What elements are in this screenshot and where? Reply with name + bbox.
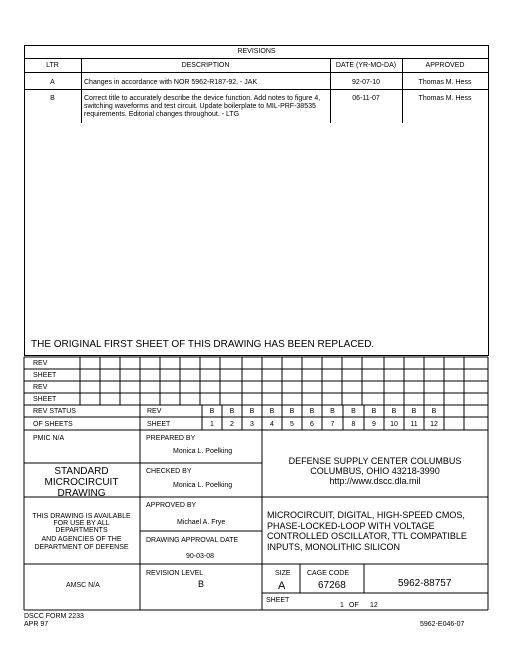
revision-approver: Thomas M. Hess <box>418 95 472 102</box>
sheet-label: SHEET <box>147 421 171 428</box>
revision-description-line: Correct title to accurately describe the device function. Add notes to figure 4, <box>84 95 321 102</box>
approved-by-label: APPROVED BY <box>146 502 197 509</box>
form-date: APR 97 <box>24 621 49 628</box>
rev-status-cell: B <box>309 408 315 415</box>
rev-status-cell: B <box>330 408 335 415</box>
approval-date: 90-03-08 <box>186 553 215 560</box>
rev-status-cell: B <box>411 408 417 415</box>
amsc: AMSC N/A <box>66 582 100 589</box>
sheet-number-cell: 7 <box>330 421 335 428</box>
device-title-line: MICROCIRCUIT, DIGITAL, HIGH-SPEED CMOS, <box>267 510 465 520</box>
cage-code: 67268 <box>318 580 346 591</box>
approved-by-name: Michael A. Frye <box>177 519 226 526</box>
rev-status-cell: B <box>351 408 356 415</box>
device-title-line: INPUTS, MONOLITHIC SILICON <box>267 542 401 552</box>
device-title-line: PHASE-LOCKED-LOOP WITH VOLTAGE <box>267 521 435 531</box>
revision-level: B <box>198 579 205 589</box>
revision-date: 06-11-07 <box>352 95 380 102</box>
sheet-number-cell: 12 <box>430 421 438 428</box>
rev-row-label: REV <box>33 384 48 391</box>
revision-ltr: A <box>50 79 55 86</box>
agency-line: DEFENSE SUPPLY CENTER COLUMBUS <box>288 456 462 466</box>
sheet-number: 1 <box>340 602 344 609</box>
sheet-number-cell: 10 <box>390 421 398 428</box>
availability-line: AND AGENCIES OF THE <box>41 536 122 543</box>
size-label: SIZE <box>275 570 291 577</box>
rev-status-cell: B <box>289 408 295 415</box>
availability-line: THIS DRAWING IS AVAILABLE <box>32 513 131 520</box>
rev-status-cell: B <box>269 408 275 415</box>
of-label: OF <box>349 602 359 609</box>
revision-level-label: REVISION LEVEL <box>146 570 204 577</box>
sheet-number-cell: 11 <box>410 421 418 428</box>
rev-row-label: REV <box>33 360 48 367</box>
size-value: A <box>278 580 286 592</box>
sheet-number-cell: 4 <box>270 421 274 428</box>
availability-line: FOR USE BY ALL <box>53 520 110 527</box>
form-id: 5962-E046-07 <box>420 621 465 628</box>
checked-by-label: CHECKED BY <box>146 468 192 475</box>
revision-description-line: switching waveforms and test circuit. Update boilerplate to MIL-PRF-38535 <box>84 103 316 110</box>
standard-drawing-line: STANDARD <box>54 466 109 477</box>
standard-drawing-line: MICROCIRCUIT <box>44 477 119 488</box>
description-header: DESCRIPTION <box>181 62 230 69</box>
revision-description-line: requirements. Editorial changes throughout. - LTG <box>84 111 240 118</box>
sheet-number-cell: 6 <box>310 421 314 428</box>
revisions-title: REVISIONS <box>237 48 276 55</box>
availability-line: DEPARTMENT OF DEFENSE <box>34 544 129 551</box>
sheet-number-cell: 8 <box>351 421 356 428</box>
replaced-notice: THE ORIGINAL FIRST SHEET OF THIS DRAWING HAS BEEN REPLACED. <box>31 339 375 350</box>
checked-by-name: Monica L. Poelking <box>173 482 233 489</box>
availability-line: DEPARTMENTS <box>55 527 108 534</box>
approved-header: APPROVED <box>425 62 465 69</box>
rev-status-cell: B <box>249 408 255 415</box>
agency-url: http://www.dscc.dla.mil <box>329 476 421 486</box>
rev-status-cell: B <box>391 408 397 415</box>
rev-status-label: REV STATUS <box>33 408 76 415</box>
rev-status-cell: B <box>431 408 437 415</box>
date-header: DATE (YR-MO-DA) <box>335 62 397 69</box>
revision-description-line: Changes in accordance with NOR 5962-R187-92. - JAK <box>84 79 258 86</box>
prepared-by-label: PREPARED BY <box>146 435 196 442</box>
revision-ltr: B <box>50 95 55 102</box>
revision-approver: Thomas M. Hess <box>418 79 472 86</box>
sheet-number-cell: 9 <box>372 421 376 428</box>
form-number: DSCC FORM 2233 <box>24 613 84 620</box>
approval-date-label: DRAWING APPROVAL DATE <box>146 537 239 544</box>
standard-drawing-line: DRAWING <box>57 488 106 499</box>
rev-status-cell: B <box>209 408 215 415</box>
agency-line: COLUMBUS, OHIO 43218-3990 <box>310 466 440 476</box>
ltr-header: LTR <box>46 62 59 69</box>
rev-status-cell: B <box>229 408 235 415</box>
sheet-label: SHEET <box>266 597 290 604</box>
sheet-number-cell: 5 <box>290 421 294 428</box>
sheet-number-cell: 1 <box>210 421 214 428</box>
sheet-number-cell: 3 <box>250 421 254 428</box>
of-sheets-label: OF SHEETS <box>33 421 73 428</box>
cage-code-label: CAGE CODE <box>307 570 350 577</box>
drawing-number: 5962-88757 <box>398 578 452 589</box>
revision-date: 92-07-10 <box>351 79 381 86</box>
sheet-row-label: SHEET <box>33 372 57 379</box>
rev-status-cell: B <box>371 408 377 415</box>
pmic: PMIC N/A <box>33 435 65 442</box>
sheet-number-cell: 2 <box>230 421 234 428</box>
rev-label: REV <box>147 408 162 415</box>
prepared-by-name: Monica L. Poelking <box>173 448 233 455</box>
sheet-total: 12 <box>370 602 378 609</box>
device-title-line: CONTROLLED OSCILLATOR, TTL COMPATIBLE <box>267 531 467 541</box>
sheet-row-label: SHEET <box>33 396 57 403</box>
